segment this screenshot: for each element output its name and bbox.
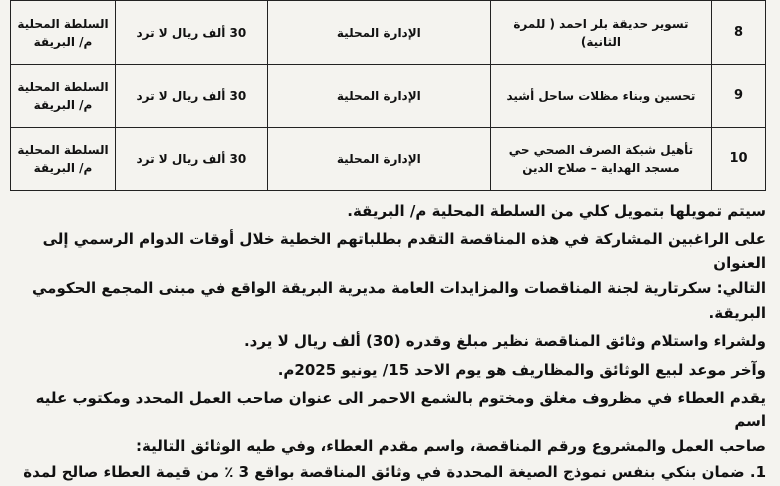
funding-line-2: م/ البريقة [33, 161, 93, 175]
application-paragraph-line-1: على الراغبين المشاركة في هذه المناقصة التقدم بطلباتهم الخطية خلال أوقات الدوام الرسمي إلى العنوان [42, 230, 766, 272]
implementing-entity: الإدارة المحلية [267, 128, 490, 191]
funding-line-2: م/ البريقة [33, 34, 93, 49]
project-name: تسوير حديقة بلر احمد ( للمرة الثانية) [490, 1, 711, 65]
funding-paragraph: سيتم تمويلها بتمويل كلي من السلطة المحلية م/ البريقة. [347, 202, 766, 220]
funding-source [11, 1, 116, 65]
table-row [11, 1, 766, 65]
tender-table [10, 0, 766, 191]
funding-source [11, 65, 116, 128]
application-paragraph-line-3: البريقة. [708, 304, 766, 322]
submission-paragraph-line-2: صاحب العمل والمشروع ورقم المناقصة، واسم مقدم العطاء، وفي طيه الوثائق التالية: [135, 437, 766, 456]
document-cost: 30 ألف ريال لا ترد [115, 1, 267, 65]
row-number: 9 [712, 65, 766, 128]
row-number: 10 [712, 128, 766, 191]
project-line-1: تأهيل شبكة الصرف الصحي حي [508, 143, 694, 157]
list-item: 1. ضمان بنكي بنفس نموذج الصيغة المحددة في وثائق المناقصة بواقع 3 ٪ من قيمة العطاء صالح لمدة [23, 462, 766, 481]
implementing-entity: الإدارة المحلية [267, 65, 490, 128]
table-row [11, 65, 766, 128]
project-line-2: مسجد الهداية – صلاح الدين [522, 161, 680, 175]
deadline-paragraph: وآخر موعد لبيع الوثائق والمظاريف هو يوم الاحد 15/ يونيو 2025م. [277, 360, 766, 379]
documents-price-paragraph: ولشراء واستلام وثائق المناقصة نظير مبلغ وقدره (30) ألف ريال لا يرد. [243, 332, 766, 351]
funding-line-1: السلطة المحلية [17, 80, 109, 94]
application-paragraph-line-2: التالي: سكرتارية لجنة المناقصات والمزايدات العامة مديرية البريقة الواقع في مبنى المجمع الحكومي [32, 278, 766, 297]
table-row [11, 128, 766, 191]
funding-line-1: السلطة المحلية [17, 16, 109, 31]
submission-paragraph-line-1: يقدم العطاء في مظروف مغلق ومختوم بالشمع الاحمر الى عنوان صاحب العمل المحدد ومكتوب عليه اسم [35, 388, 766, 430]
row-number: 8 [712, 1, 766, 65]
project-name: تحسين وبناء مظلات ساحل أشيد [490, 65, 711, 128]
funding-source [11, 128, 116, 191]
implementing-entity: الإدارة المحلية [267, 1, 490, 65]
project-name [490, 128, 711, 191]
document-cost: 30 ألف ريال لا ترد [115, 65, 267, 128]
document-cost: 30 ألف ريال لا ترد [115, 128, 267, 191]
funding-line-2: م/ البريقة [33, 98, 93, 112]
funding-line-1: السلطة المحلية [17, 143, 109, 157]
tender-announcement-text [8, 200, 766, 486]
